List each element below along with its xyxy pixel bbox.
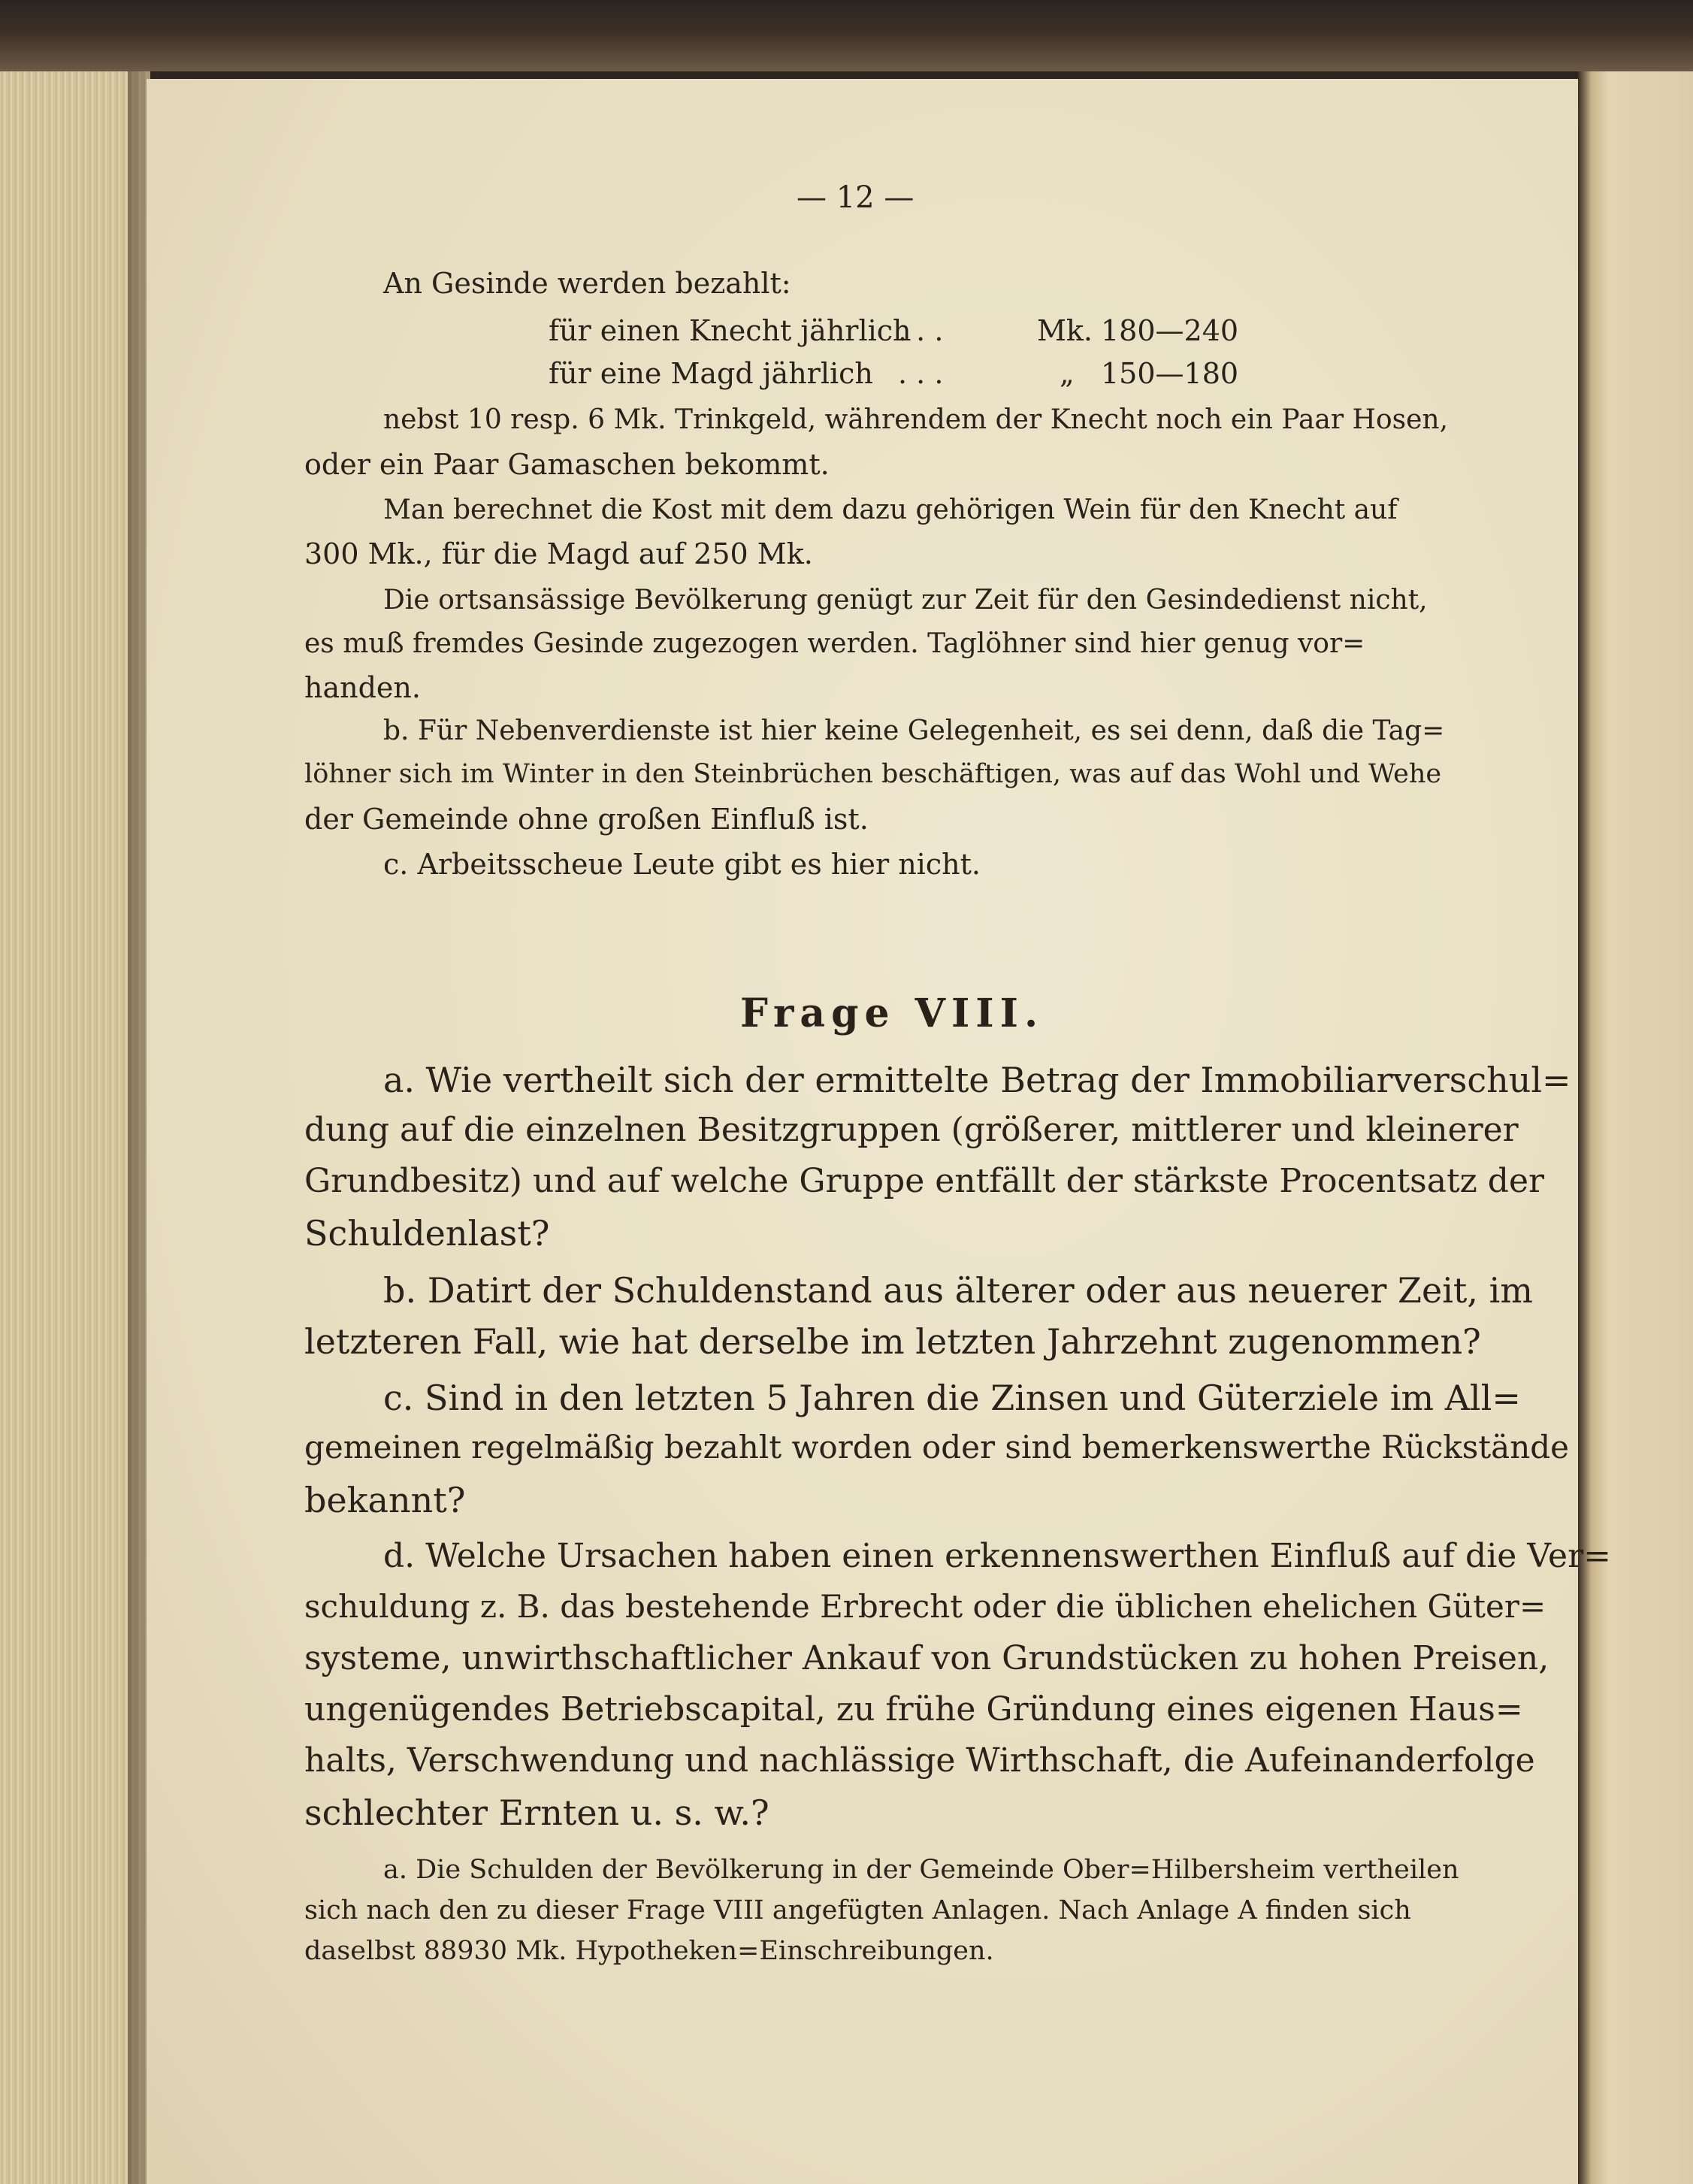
body-line: Die ortsansässige Bevölkerung genügt zur Zeit für den Gesindedienst nicht, bbox=[383, 585, 1428, 616]
question-line: letzteren Fall, wie hat derselbe im letzten Jahrzehnt zugenommen? bbox=[304, 1321, 1481, 1362]
book-top-edge bbox=[0, 0, 1693, 71]
body-line: handen. bbox=[304, 671, 421, 704]
row-unit: „ bbox=[1060, 357, 1075, 390]
question-line: schuldung z. B. das bestehende Erbrecht oder die üblichen ehelichen Güter= bbox=[304, 1588, 1546, 1625]
row-dots: . . . bbox=[898, 357, 944, 390]
body-line: löhner sich im Winter in den Steinbrüchen beschäftigen, was auf das Wohl und Wehe bbox=[304, 759, 1442, 789]
question-line: Grundbesitz) und auf welche Gruppe entfällt der stärkste Procentsatz der bbox=[304, 1162, 1545, 1200]
question-line: d. Welche Ursachen haben einen erkennenswerthen Einfluß auf die Ver= bbox=[383, 1537, 1611, 1575]
row-label: für einen Knecht jährlich bbox=[549, 314, 911, 347]
row-unit: Mk. bbox=[1037, 314, 1093, 347]
question-line: Schuldenlast? bbox=[304, 1213, 550, 1254]
question-line: systeme, unwirthschaftlicher Ankauf von Grundstücken zu hohen Preisen, bbox=[304, 1639, 1549, 1677]
answer-line: sich nach den zu dieser Frage VIII angefügten Anlagen. Nach Anlage A finden sich bbox=[304, 1895, 1411, 1925]
body-line: Man berechnet die Kost mit dem dazu gehörigen Wein für den Knecht auf bbox=[383, 495, 1398, 525]
question-line: gemeinen regelmäßig bezahlt worden oder sind bemerkenswerthe Rückstände bbox=[304, 1429, 1569, 1466]
body-line: oder ein Paar Gamaschen bekommt. bbox=[304, 448, 830, 481]
body-line: nebst 10 resp. 6 Mk. Trinkgeld, währendem der Knecht noch ein Paar Hosen, bbox=[383, 404, 1449, 435]
question-line: dung auf die einzelnen Besitzgruppen (größerer, mittlerer und kleinerer bbox=[304, 1111, 1519, 1149]
body-line: es muß fremdes Gesinde zugezogen werden. Taglöhner sind hier genug vor= bbox=[304, 628, 1365, 659]
question-line: b. Datirt der Schuldenstand aus älterer oder aus neuerer Zeit, im bbox=[383, 1270, 1533, 1311]
question-line: a. Wie vertheilt sich der ermittelte Betrag der Immobiliarverschul= bbox=[383, 1060, 1571, 1100]
row-value: 150—180 bbox=[1101, 357, 1239, 390]
facing-page-edge bbox=[1578, 71, 1693, 2184]
body-line: 300 Mk., für die Magd auf 250 Mk. bbox=[304, 537, 813, 570]
question-line: halts, Verschwendung und nachlässige Wirthschaft, die Aufeinanderfolge bbox=[304, 1741, 1535, 1780]
question-line: ungenügendes Betriebscapital, zu frühe Gründung eines eigenen Haus= bbox=[304, 1690, 1523, 1729]
question-line: schlechter Ernten u. s. w.? bbox=[304, 1792, 769, 1833]
body-line: b. Für Nebenverdienste ist hier keine Gelegenheit, es sei denn, daß die Tag= bbox=[383, 715, 1445, 746]
row-value: 180—240 bbox=[1101, 314, 1239, 347]
row-dots: . . . bbox=[898, 314, 944, 347]
question-line: c. Sind in den letzten 5 Jahren die Zinsen und Güterziele im All= bbox=[383, 1378, 1521, 1418]
answer-line: daselbst 88930 Mk. Hypotheken=Einschreibungen. bbox=[304, 1936, 994, 1966]
row-label: für eine Magd jährlich bbox=[549, 357, 873, 390]
wages-intro: An Gesinde werden bezahlt: bbox=[383, 267, 791, 300]
answer-line: a. Die Schulden der Bevölkerung in der Gemeinde Ober=Hilbersheim vertheilen bbox=[383, 1855, 1459, 1885]
body-line: c. Arbeitsscheue Leute gibt es hier nicht. bbox=[383, 848, 981, 881]
section-heading: Frage VIII. bbox=[740, 991, 1045, 1036]
question-line: bekannt? bbox=[304, 1480, 466, 1520]
page-number: — 12 — bbox=[797, 180, 915, 215]
body-line: der Gemeinde ohne großen Einfluß ist. bbox=[304, 803, 869, 836]
